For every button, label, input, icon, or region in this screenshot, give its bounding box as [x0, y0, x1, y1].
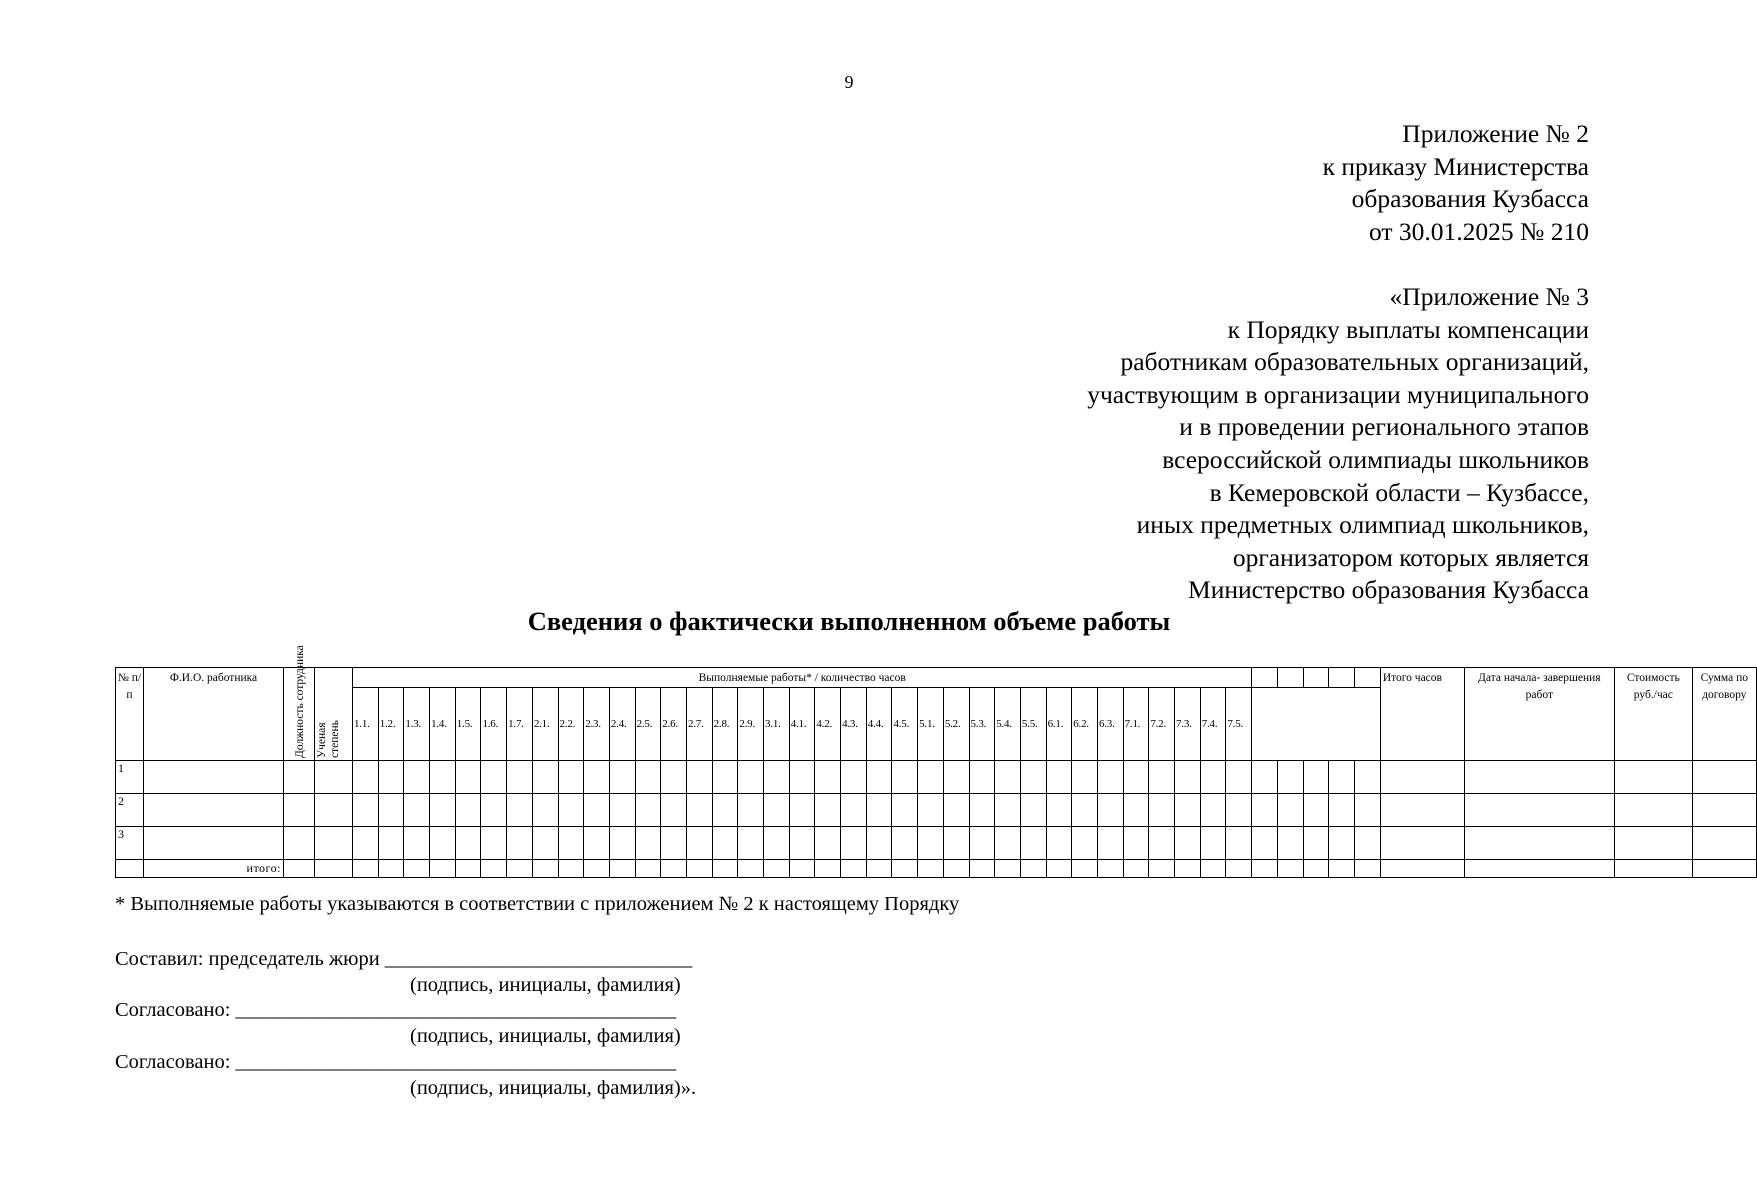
table-cell[interactable]	[686, 827, 712, 860]
table-cell[interactable]	[1123, 827, 1149, 860]
table-cell[interactable]	[764, 761, 790, 794]
table-cell[interactable]	[609, 761, 635, 794]
table-cell[interactable]	[284, 860, 315, 878]
table-cell[interactable]	[712, 794, 738, 827]
table-cell[interactable]	[353, 761, 379, 794]
table-cell[interactable]	[866, 860, 892, 878]
table-cell[interactable]	[918, 860, 944, 878]
header-sum: Сумма по договору	[1692, 668, 1756, 761]
header-spacer	[1303, 668, 1329, 688]
table-cell[interactable]	[284, 761, 315, 794]
table-cell[interactable]	[609, 827, 635, 860]
table-cell[interactable]	[918, 794, 944, 827]
work-code-header: 1.6.	[481, 688, 507, 761]
work-code-header: 4.2.	[815, 688, 841, 761]
table-cell[interactable]	[1200, 860, 1226, 878]
table-cell[interactable]	[378, 827, 404, 860]
header-total-hours: Итого часов	[1380, 668, 1464, 761]
work-code-header: 1.7.	[507, 688, 533, 761]
table-cell[interactable]	[1303, 860, 1329, 878]
table-row	[116, 761, 1757, 794]
annex-line: в Кемеровской области – Кузбассе,	[1209, 477, 1589, 507]
table-cell[interactable]	[1278, 794, 1304, 827]
table-cell[interactable]	[1380, 794, 1464, 827]
work-code-header: 4.4.	[866, 688, 892, 761]
table-cell[interactable]	[430, 794, 456, 827]
table-cell[interactable]	[378, 860, 404, 878]
work-code-header: 1.3.	[404, 688, 430, 761]
row-number: 3	[116, 827, 144, 860]
footnote: * Выполняемые работы указываются в соответствии с приложением № 2 к настоящему Порядку	[115, 893, 960, 915]
table-cell[interactable]	[455, 860, 481, 878]
table-cell[interactable]	[404, 794, 430, 827]
header-num: № п/п	[116, 668, 144, 761]
table-cell[interactable]	[943, 794, 969, 827]
work-code-header: 1.4.	[430, 688, 456, 761]
table-cell[interactable]	[558, 761, 584, 794]
header-works: Выполняемые работы* / количество часов	[353, 668, 1252, 688]
work-code-header: 5.1.	[918, 688, 944, 761]
signature-compiled: Составил: председатель жюри ______________________________	[115, 948, 693, 970]
table-cell[interactable]	[1123, 761, 1149, 794]
table-cell[interactable]	[532, 761, 558, 794]
table-cell[interactable]	[353, 827, 379, 860]
table-cell[interactable]	[738, 761, 764, 794]
table-cell[interactable]	[969, 827, 995, 860]
table-cell[interactable]	[1464, 860, 1614, 878]
work-code-header: 7.2.	[1149, 688, 1175, 761]
annex-line: Министерство образования Кузбасса	[1188, 575, 1589, 605]
table-row	[116, 827, 1757, 860]
table-cell[interactable]	[1200, 794, 1226, 827]
table-cell[interactable]	[378, 794, 404, 827]
table-cell[interactable]	[284, 794, 315, 827]
table-cell[interactable]	[738, 794, 764, 827]
table-cell[interactable]	[1329, 827, 1355, 860]
table-cell[interactable]	[1692, 794, 1756, 827]
work-code-header: 2.8.	[712, 688, 738, 761]
table-cell[interactable]	[532, 860, 558, 878]
work-code-header: 2.2.	[558, 688, 584, 761]
table-cell[interactable]	[1252, 794, 1278, 827]
signature-approved-2: Согласовано: ___________________________________________	[115, 1051, 677, 1073]
table-cell[interactable]	[1278, 761, 1304, 794]
work-code-header: 1.2.	[378, 688, 404, 761]
table-cell[interactable]	[1149, 827, 1175, 860]
table-cell[interactable]	[1046, 827, 1072, 860]
table-cell[interactable]	[841, 860, 867, 878]
table-cell[interactable]	[1329, 860, 1355, 878]
annex-line: всероссийской олимпиады школьников	[1162, 444, 1589, 474]
annex-line: образования Кузбасса	[1351, 184, 1589, 214]
work-code-header: 1.5.	[455, 688, 481, 761]
work-code-header: 6.2.	[1072, 688, 1098, 761]
table-cell[interactable]	[455, 827, 481, 860]
work-code-header: 6.1.	[1046, 688, 1072, 761]
work-volume-table	[115, 645, 1757, 878]
table-header-row	[116, 668, 1757, 688]
table-cell[interactable]	[1614, 794, 1692, 827]
table-cell[interactable]	[918, 761, 944, 794]
table-cell[interactable]	[609, 794, 635, 827]
table-cell[interactable]	[1046, 761, 1072, 794]
table-cell[interactable]	[353, 860, 379, 878]
table-cell[interactable]	[507, 827, 533, 860]
table-cell[interactable]	[789, 827, 815, 860]
table-cell[interactable]	[969, 860, 995, 878]
table-cell[interactable]	[1175, 761, 1201, 794]
table-cell[interactable]	[507, 761, 533, 794]
table-cell[interactable]	[1097, 827, 1123, 860]
table-cell[interactable]	[532, 827, 558, 860]
table-cell[interactable]	[481, 761, 507, 794]
table-cell[interactable]	[404, 761, 430, 794]
table-cell[interactable]	[995, 860, 1021, 878]
table-cell[interactable]	[789, 761, 815, 794]
table-cell[interactable]	[1614, 827, 1692, 860]
table-cell[interactable]	[815, 860, 841, 878]
annex-line: «Приложение № 3	[1389, 282, 1589, 311]
table-cell[interactable]	[430, 761, 456, 794]
total-row	[116, 860, 1757, 878]
table-cell[interactable]	[738, 860, 764, 878]
table-cell[interactable]	[1097, 761, 1123, 794]
table-cell[interactable]	[1303, 827, 1329, 860]
work-code-header: 2.7.	[686, 688, 712, 761]
table-cell[interactable]	[1046, 860, 1072, 878]
table-cell[interactable]	[1072, 827, 1098, 860]
table-cell[interactable]	[866, 761, 892, 794]
annex-header-order	[1323, 118, 1589, 248]
table-cell[interactable]	[661, 860, 687, 878]
signature-hint: (подпись, инициалы, фамилия)	[410, 974, 681, 996]
table-cell[interactable]	[1020, 761, 1046, 794]
table-cell[interactable]	[507, 794, 533, 827]
annex-line: участвующим в организации муниципального	[1087, 379, 1589, 409]
table-cell[interactable]	[892, 794, 918, 827]
row-number: 2	[116, 794, 144, 827]
table-cell[interactable]	[1252, 827, 1278, 860]
table-cell[interactable]	[1278, 827, 1304, 860]
table-cell[interactable]	[404, 827, 430, 860]
header-degree-text: Ученая степень	[315, 720, 341, 758]
table-cell[interactable]	[1303, 794, 1329, 827]
table-cell[interactable]	[969, 761, 995, 794]
annex-line: от 30.01.2025 № 210	[1368, 216, 1589, 246]
table-cell[interactable]	[1380, 860, 1464, 878]
table-cell[interactable]	[481, 827, 507, 860]
table-cell[interactable]	[892, 827, 918, 860]
work-code-header: 7.4.	[1200, 688, 1226, 761]
work-code-header: 4.1.	[789, 688, 815, 761]
table-cell[interactable]	[1175, 860, 1201, 878]
table-cell[interactable]	[1020, 860, 1046, 878]
table-cell[interactable]	[1692, 827, 1756, 860]
table-cell[interactable]	[1175, 827, 1201, 860]
table-cell[interactable]	[1123, 860, 1149, 878]
annex-line: иных предметных олимпиад школьников,	[1136, 510, 1589, 540]
table-cell[interactable]	[943, 761, 969, 794]
table-cell[interactable]	[943, 827, 969, 860]
annex-header-procedure	[1087, 281, 1589, 607]
table-cell[interactable]	[764, 794, 790, 827]
table-cell[interactable]	[353, 794, 379, 827]
document-title: Сведения о фактически выполненном объеме работы	[527, 606, 1171, 636]
table-cell[interactable]	[584, 827, 610, 860]
table-cell[interactable]	[661, 827, 687, 860]
work-code-header: 4.3.	[841, 688, 867, 761]
table-cell[interactable]	[1226, 794, 1252, 827]
header-spacer	[1329, 668, 1355, 688]
table-cell[interactable]	[584, 761, 610, 794]
table-cell[interactable]	[1097, 794, 1123, 827]
table-cell[interactable]	[144, 761, 284, 794]
table-cell[interactable]	[1252, 761, 1278, 794]
table-cell[interactable]	[1464, 794, 1614, 827]
table-cell[interactable]	[841, 794, 867, 827]
table-cell[interactable]	[584, 860, 610, 878]
work-code-header: 5.4.	[995, 688, 1021, 761]
header-spacer	[1252, 668, 1278, 688]
table-cell[interactable]	[455, 761, 481, 794]
table-cell[interactable]	[1329, 761, 1355, 794]
table-cell[interactable]	[995, 827, 1021, 860]
table-cell[interactable]	[1380, 761, 1464, 794]
work-code-header: 5.3.	[969, 688, 995, 761]
table-cell[interactable]	[841, 827, 867, 860]
work-code-header: 6.3.	[1097, 688, 1123, 761]
table-cell[interactable]	[315, 794, 353, 827]
table-cell[interactable]	[315, 761, 353, 794]
table-cell[interactable]	[1149, 860, 1175, 878]
table-cell[interactable]	[635, 860, 661, 878]
work-code-header: 7.5.	[1226, 688, 1252, 761]
table-cell[interactable]	[1226, 761, 1252, 794]
work-code-header: 5.5.	[1020, 688, 1046, 761]
table-cell[interactable]	[558, 794, 584, 827]
table-cell[interactable]	[892, 761, 918, 794]
table-cell[interactable]	[815, 794, 841, 827]
table-cell[interactable]	[558, 827, 584, 860]
table-cell[interactable]	[1355, 794, 1381, 827]
table-cell[interactable]	[1226, 860, 1252, 878]
annex-line: Приложение № 2	[1402, 119, 1589, 148]
table-cell[interactable]	[764, 827, 790, 860]
table-cell[interactable]	[866, 794, 892, 827]
table-cell[interactable]	[712, 827, 738, 860]
table-cell[interactable]	[1149, 794, 1175, 827]
table-cell[interactable]	[1226, 827, 1252, 860]
table-cell[interactable]	[686, 794, 712, 827]
table-cell[interactable]	[1020, 794, 1046, 827]
work-code-header: 7.1.	[1123, 688, 1149, 761]
table-cell[interactable]	[1355, 860, 1381, 878]
table-cell[interactable]	[789, 860, 815, 878]
header-name: Ф.И.О. работника	[144, 668, 284, 761]
table-cell[interactable]	[430, 860, 456, 878]
table-cell[interactable]	[635, 794, 661, 827]
annex-line: организатором которых является	[1232, 542, 1589, 572]
table-cell[interactable]	[866, 827, 892, 860]
page-number: 9	[844, 72, 854, 92]
work-code-header: 3.1.	[764, 688, 790, 761]
work-code-header: 2.6.	[661, 688, 687, 761]
table-cell[interactable]	[918, 827, 944, 860]
table-cell[interactable]	[116, 860, 144, 878]
table-cell[interactable]	[144, 794, 284, 827]
work-code-header: 2.5.	[635, 688, 661, 761]
table-cell[interactable]	[1303, 761, 1329, 794]
table-cell[interactable]	[943, 860, 969, 878]
table-cell[interactable]	[1200, 761, 1226, 794]
table-cell[interactable]	[1614, 860, 1692, 878]
table-cell[interactable]	[1278, 860, 1304, 878]
table-row	[116, 794, 1757, 827]
work-code-header: 1.1.	[353, 688, 379, 761]
table-cell[interactable]	[315, 860, 353, 878]
table-cell[interactable]	[892, 860, 918, 878]
work-code-header: 4.5.	[892, 688, 918, 761]
signature-hint: (подпись, инициалы, фамилия)	[410, 1025, 681, 1047]
table-cell[interactable]	[1072, 794, 1098, 827]
table-cell[interactable]	[1175, 794, 1201, 827]
table-cell[interactable]	[661, 761, 687, 794]
table-cell[interactable]	[1692, 761, 1756, 794]
annex-line: к Порядку выплаты компенсации	[1227, 314, 1589, 344]
table-cell[interactable]	[507, 860, 533, 878]
table-cell[interactable]	[1072, 860, 1098, 878]
table-cell[interactable]	[1252, 860, 1278, 878]
table-cell[interactable]	[995, 794, 1021, 827]
table-cell[interactable]	[635, 761, 661, 794]
table-cell[interactable]	[378, 761, 404, 794]
work-code-header: 2.3.	[584, 688, 610, 761]
table-cell[interactable]	[1692, 860, 1756, 878]
table-cell[interactable]	[1329, 794, 1355, 827]
annex-line: к приказу Министерства	[1322, 151, 1589, 181]
table-cell[interactable]	[430, 827, 456, 860]
header-position-text: Должность сотрудника	[294, 645, 306, 758]
signature-hint: (подпись, инициалы, фамилия)».	[410, 1077, 697, 1099]
table-cell[interactable]	[1614, 761, 1692, 794]
header-degree	[315, 668, 353, 761]
table-cell[interactable]	[1097, 860, 1123, 878]
signature-approved-1: Согласовано: ___________________________________________	[115, 999, 677, 1021]
header-dates: Дата начала- завершения работ	[1464, 668, 1614, 761]
table-cell[interactable]	[712, 860, 738, 878]
table-cell[interactable]	[635, 827, 661, 860]
work-code-header: 2.9.	[738, 688, 764, 761]
annex-line: работникам образовательных организаций,	[1120, 347, 1589, 377]
table-cell[interactable]	[969, 794, 995, 827]
table-cell[interactable]	[455, 794, 481, 827]
table-cell[interactable]	[1149, 761, 1175, 794]
table-cell[interactable]	[481, 794, 507, 827]
header-cost: Стоимость руб./час	[1614, 668, 1692, 761]
header-spacer	[1278, 668, 1304, 688]
table-cell[interactable]	[315, 827, 353, 860]
table-cell[interactable]	[1020, 827, 1046, 860]
table-cell[interactable]	[1355, 827, 1381, 860]
table-cell[interactable]	[841, 761, 867, 794]
work-code-header: 2.1.	[532, 688, 558, 761]
table-cell[interactable]	[404, 860, 430, 878]
header-spacer	[1355, 668, 1381, 688]
table-cell[interactable]	[712, 761, 738, 794]
table-cell[interactable]	[1072, 761, 1098, 794]
header-position	[284, 645, 315, 761]
row-number: 1	[116, 761, 144, 794]
table-cell[interactable]	[789, 794, 815, 827]
table-cell[interactable]	[584, 794, 610, 827]
table-cell[interactable]	[1464, 761, 1614, 794]
work-code-header: 5.2.	[943, 688, 969, 761]
work-code-header: 7.3.	[1175, 688, 1201, 761]
total-label: итого:	[144, 860, 284, 878]
table-cell[interactable]	[764, 860, 790, 878]
annex-line: и в проведении регионального этапов	[1179, 412, 1589, 442]
table-cell[interactable]	[1464, 827, 1614, 860]
table-cell[interactable]	[815, 827, 841, 860]
work-volume-table-wrapper	[115, 645, 1748, 878]
table-cell[interactable]	[558, 860, 584, 878]
table-cell[interactable]	[284, 827, 315, 860]
table-cell[interactable]	[738, 827, 764, 860]
table-cell[interactable]	[686, 761, 712, 794]
table-cell[interactable]	[815, 761, 841, 794]
table-cell[interactable]	[481, 860, 507, 878]
table-cell[interactable]	[1123, 794, 1149, 827]
table-cell[interactable]	[144, 827, 284, 860]
table-cell[interactable]	[609, 860, 635, 878]
table-cell[interactable]	[1355, 761, 1381, 794]
table-cell[interactable]	[661, 794, 687, 827]
table-cell[interactable]	[995, 761, 1021, 794]
table-cell[interactable]	[532, 794, 558, 827]
table-cell[interactable]	[1046, 794, 1072, 827]
table-cell[interactable]	[1380, 827, 1464, 860]
table-cell[interactable]	[1200, 827, 1226, 860]
table-cell[interactable]	[686, 860, 712, 878]
work-code-header: 2.4.	[609, 688, 635, 761]
